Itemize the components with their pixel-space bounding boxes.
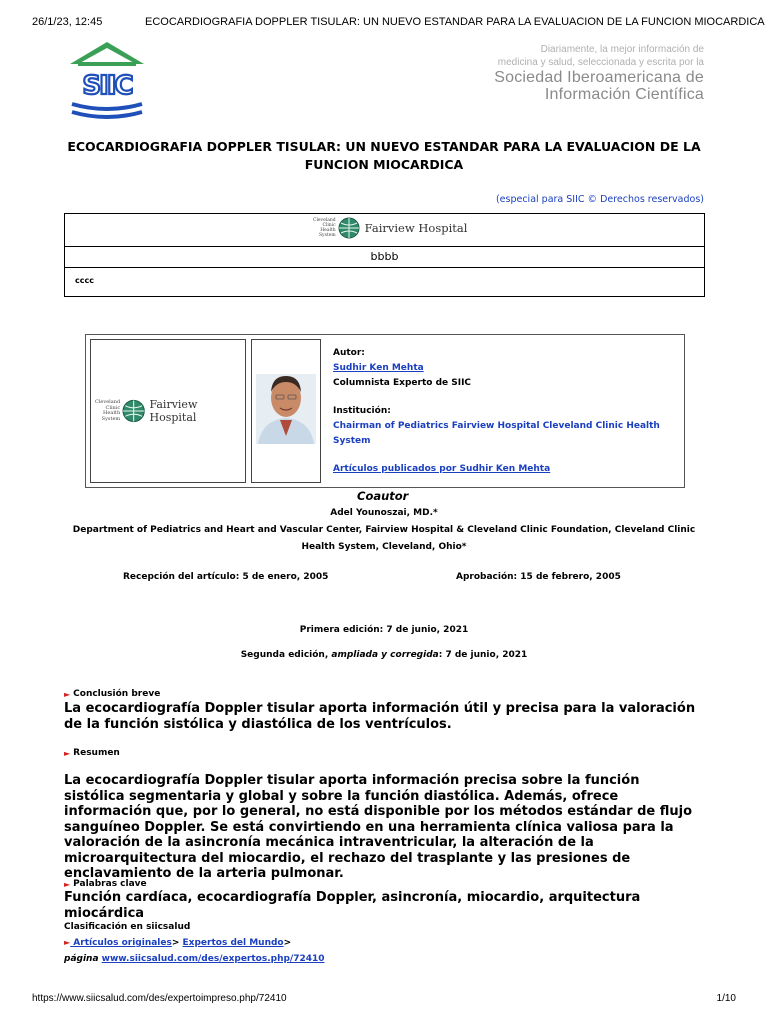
tagline-line1: Diariamente, la mejor información de <box>540 44 704 55</box>
author-name-link[interactable]: Sudhir Ken Mehta <box>333 363 424 373</box>
author-photo-cell <box>251 339 321 483</box>
author-articles-link[interactable]: Artículos publicados por Sudhir Ken Mehta <box>333 464 551 474</box>
banner-row-bbbb: bbbb <box>65 247 704 268</box>
arrow-icon: ► <box>64 689 71 699</box>
print-datetime: 26/1/23, 12:45 <box>32 16 103 28</box>
banner-row-cccc: cccc <box>75 276 94 285</box>
hospital-name: Fairview Hospital <box>149 398 198 424</box>
first-edition: Primera edición: 7 de junio, 2021 <box>299 625 469 635</box>
fairview-logo-small <box>313 217 467 239</box>
org-name-line1: Sociedad Iberoamericana de <box>494 69 704 86</box>
banner-table <box>64 213 705 297</box>
coauthor-affiliation: Department of Pediatrics and Heart and Vascular Center, Fairview Hospital & Cleveland Clinic Foundation, Cleveland Clinic Health System, Cleveland, Ohio* <box>72 525 696 552</box>
keywords-text: Función cardíaca, ecocardiografía Doppler, asincronía, miocardio, arquitectura miocárdica <box>64 890 641 921</box>
banner-row-logo <box>65 214 704 247</box>
article-title: ECOCARDIOGRAFIA DOPPLER TISULAR: UN NUEVO ESTANDAR PARA LA EVALUACION DE LA FUNCION MIOCARDICA <box>67 139 701 172</box>
classification-label: Clasificación en siicsalud <box>64 922 191 932</box>
rights-note: (especial para SIIC © Derechos reservados) <box>495 194 704 205</box>
coauthor-name: Adel Younoszai, MD.* <box>330 508 438 518</box>
summary-text: La ecocardiografía Doppler tisular aporta información precisa sobre la función sistólica segmentaria y global y sobre la función diastólica. Además, ofrece información que, por lo general, no está disponible por los métodos estándar de flujo sanguíneo Doppler. Se está convirtiendo en una herramienta clínica valiosa para la valoración de la asincronía mecánica intraventricular, la alteración de la microarquitectura del miocardio, el rechazo del trasplante y las presiones de enclavamiento de la arteria pulmonar. <box>64 773 693 881</box>
siic-logo-graphic <box>70 42 144 122</box>
reception-date: Recepción del artículo: 5 de enero, 2005 <box>123 572 329 582</box>
keywords-label: ► Palabras clave <box>64 879 147 889</box>
fairview-logo-cell <box>90 339 246 483</box>
fairview-logo <box>95 398 245 424</box>
coauthor-block <box>64 505 704 556</box>
link-articulos-originales[interactable]: Artículos originales <box>70 938 172 948</box>
second-edition: Segunda edición, ampliada y corregida: 7 de junio, 2021 <box>240 650 528 660</box>
page-url-link[interactable]: www.siicsalud.com/des/expertos.php/72410 <box>101 954 325 964</box>
summary-label: ► Resumen <box>64 748 120 758</box>
author-photo <box>252 340 320 482</box>
classification-page: página www.siicsalud.com/des/expertos.php/72410 <box>64 954 325 964</box>
coauthor-heading: Coautor <box>357 489 409 503</box>
siic-logo[interactable] <box>70 42 144 122</box>
arrow-icon: ► <box>64 938 71 947</box>
tagline-line2: medicina y salud, seleccionada y escrita por la <box>497 57 704 68</box>
print-url: https://www.siicsalud.com/des/expertoimpreso.php/72410 <box>32 993 287 1004</box>
globe-icon <box>122 399 145 423</box>
author-table <box>85 334 685 488</box>
arrow-icon: ► <box>64 748 71 758</box>
brand-tagline <box>494 43 704 103</box>
institution-name: Chairman of Pediatrics Fairview Hospital Cleveland Clinic Health System <box>333 421 660 446</box>
clinic-lines: Cleveland Clinic Health System <box>95 399 121 422</box>
link-expertos-del-mundo[interactable]: Expertos del Mundo <box>182 938 284 948</box>
institution-label: Institución: <box>333 406 391 416</box>
org-name-line2: Información Científica <box>544 86 704 103</box>
print-title: ECOCARDIOGRAFIA DOPPLER TISULAR: UN NUEVO ESTANDAR PARA LA EVALUACION DE LA FUNCION MIOCARDICA <box>145 16 765 28</box>
author-role: Columnista Experto de SIIC <box>333 378 472 388</box>
clinic-lines-small: Cleveland Clinic Health System <box>313 218 336 238</box>
svg-text:SIIC: SIIC <box>82 71 132 101</box>
approval-date: Aprobación: 15 de febrero, 2005 <box>456 572 621 582</box>
author-label: Autor: <box>333 348 365 358</box>
arrow-icon: ► <box>64 879 71 889</box>
author-info <box>333 346 673 477</box>
conclusion-text: La ecocardiografía Doppler tisular aporta información útil y precisa para la valoración de la función sistólica y diastólica de los ventrículos. <box>64 701 696 732</box>
conclusion-label: ► Conclusión breve <box>64 689 161 699</box>
print-page-number: 1/10 <box>716 993 736 1004</box>
hospital-name-small: Fairview Hospital <box>364 221 468 235</box>
globe-icon <box>338 217 360 239</box>
classification-path: ► Artículos originales> Expertos del Mundo> <box>64 938 292 948</box>
classification-block <box>64 919 325 967</box>
